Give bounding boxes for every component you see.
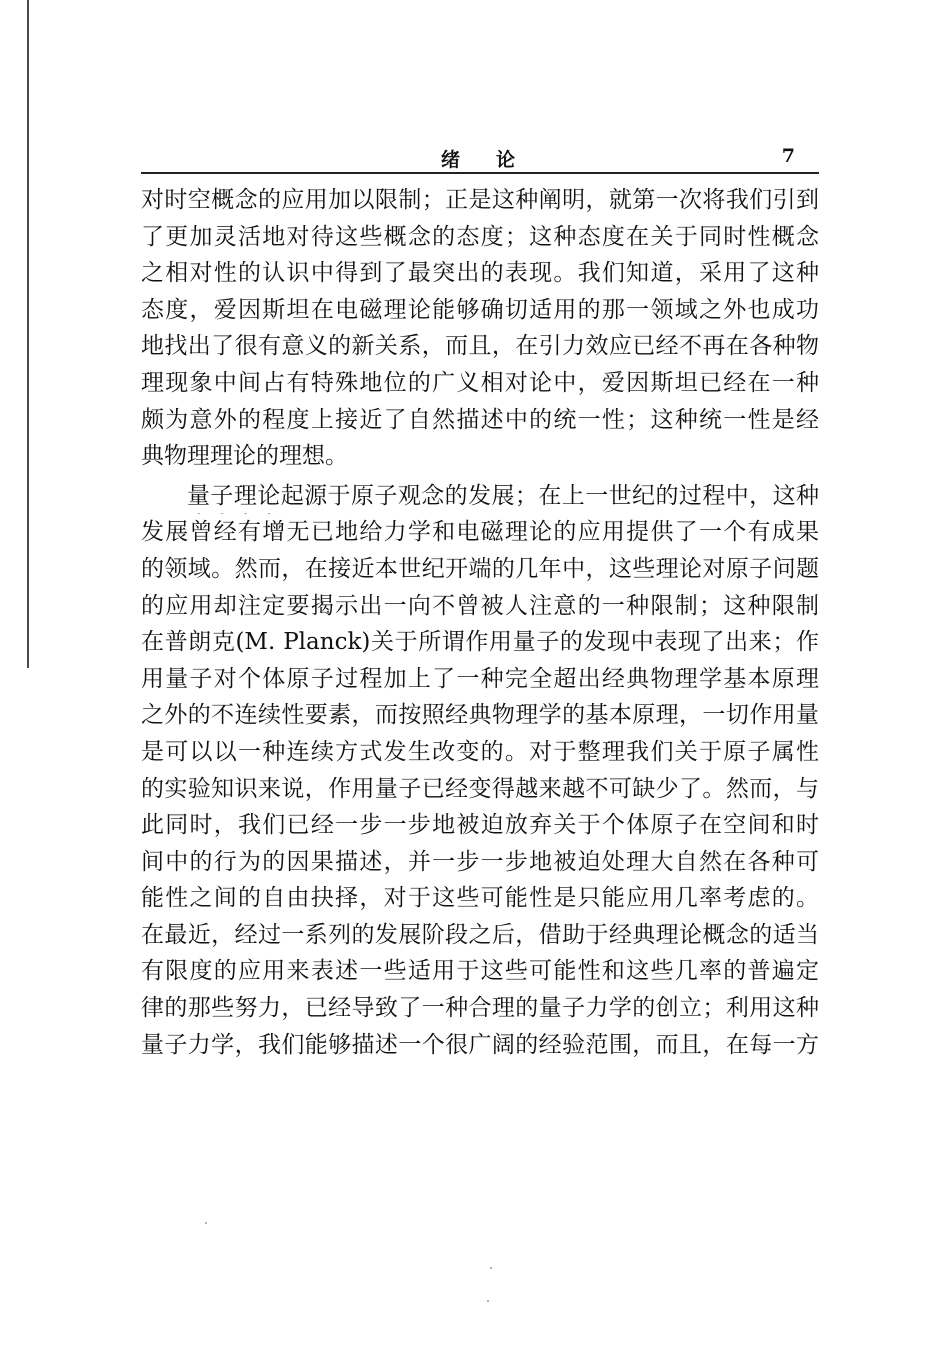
text-line: 在普朗克(M. Planck)关于所谓作用量子的发现中表现了出来；作 <box>141 629 819 656</box>
scan-speck <box>205 1222 207 1224</box>
text-line: 理现象中间占有特殊地位的广义相对论中，爱因斯坦已经在一种 <box>141 369 819 396</box>
text-line: 的应用却注定要揭示出一向不曾被人注意的一种限制；这种限制 <box>141 592 819 619</box>
text-line-first <box>141 478 819 515</box>
page-number: 7 <box>781 145 795 167</box>
text-line: 之相对性的认识中得到了最突出的表现。我们知道，采用了这种 <box>141 260 819 287</box>
text-line: 典物理理论的理想。 <box>141 443 348 470</box>
text-line: 量子力学，我们能够描述一个很广阔的经验范围，而且，在每一方 <box>141 1031 819 1058</box>
body-text <box>141 182 819 1063</box>
scan-speck <box>487 1300 489 1302</box>
running-header <box>141 142 819 172</box>
text-line: 之外的不连续性要素，而按照经典物理学的基本原理，一切作用量 <box>141 702 819 729</box>
text-line: 态度，爱因斯坦在电磁理论能够确切适用的那一领域之外也成功 <box>141 296 819 323</box>
text-line: 颇为意外的程度上接近了自然描述中的统一性；这种统一性是经 <box>141 406 819 433</box>
text-line: 在最近，经过一系列的发展阶段之后，借助于经典理论概念的适当 <box>141 921 819 948</box>
text-run: 起源于原子观念的发展；在上一世纪的过程中，这种 <box>280 482 819 509</box>
text-line: 发展曾经有增无已地给力学和电磁理论的应用提供了一个有成果 <box>141 519 819 546</box>
page-edge-rule <box>27 0 29 668</box>
text-line: 此同时，我们已经一步一步地被迫放弃关于个体原子在空间和时 <box>141 812 819 839</box>
emphasized-term: 量子理论 <box>187 482 281 509</box>
text-line: 间中的行为的因果描述，并一步一步地被迫处理大自然在各种可 <box>141 848 819 875</box>
scan-speck <box>490 1267 492 1269</box>
text-line: 能性之间的自由抉择，对于这些可能性是只能应用几率考虑的。 <box>141 885 819 912</box>
chapter-title: 绪论 <box>441 149 552 171</box>
text-line: 是可以以一种连续方式发生改变的。对于整理我们关于原子属性 <box>141 738 819 765</box>
text-line: 了更加灵活地对待这些概念的态度；这种态度在关于同时性概念 <box>141 223 819 250</box>
text-line: 的实验知识来说，作用量子已经变得越来越不可缺少了。然而，与 <box>141 775 819 802</box>
text-line: 地找出了很有意义的新关系，而且，在引力效应已经不再在各种物 <box>141 333 819 360</box>
text-line: 用量子对个体原子过程加上了一种完全超出经典物理学基本原理 <box>141 665 819 692</box>
paragraph-2 <box>141 478 819 1064</box>
header-rule <box>141 172 819 174</box>
text-line: 的领域。然而，在接近本世纪开端的几年中，这些理论对原子问题 <box>141 555 819 582</box>
text-line: 律的那些努力，已经导致了一种合理的量子力学的创立；利用这种 <box>141 995 819 1022</box>
paragraph-1 <box>141 182 819 475</box>
text-line: 有限度的应用来表述一些适用于这些可能性和这些几率的普遍定 <box>141 958 819 985</box>
text-line: 对时空概念的应用加以限制；正是这种阐明，就第一次将我们引到 <box>141 187 819 213</box>
